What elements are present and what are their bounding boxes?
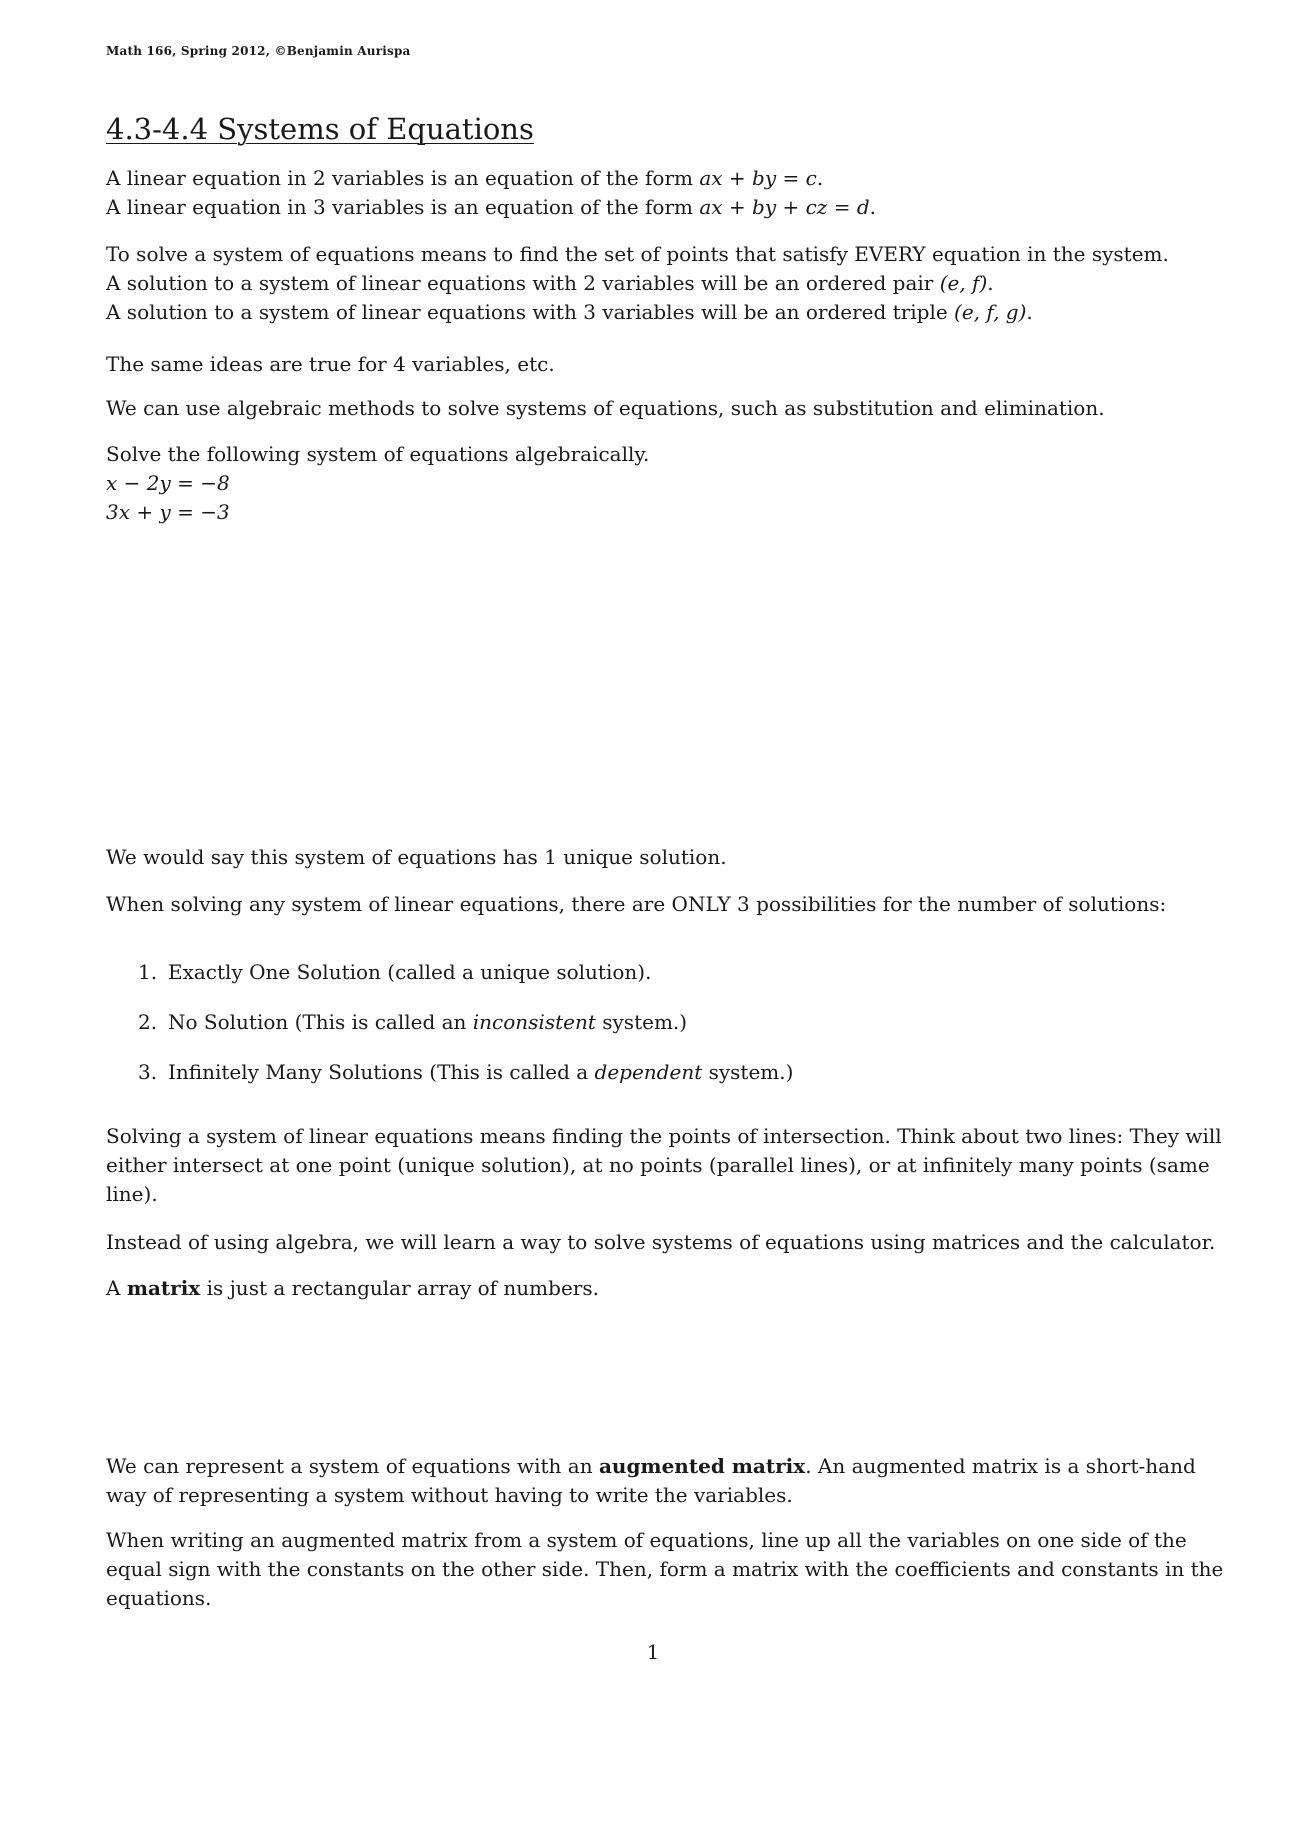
term-augmented-matrix: augmented matrix (598, 1454, 806, 1478)
exercise-prompt: Solve the following system of equations algebraically. (106, 442, 650, 466)
running-head: Math 166, Spring 2012, ©Benjamin Aurispa (106, 44, 411, 58)
solve-def-line-1: To solve a system of equations means to find the set of points that satisfy EVERY equation in the system. (106, 242, 1169, 266)
solve-def-line-3: A solution to a system of linear equations with 3 variables will be an ordered triple (e, f, g). (106, 300, 1033, 324)
term-matrix: matrix (126, 1276, 201, 1300)
solve-def-line-2: A solution to a system of linear equations with 2 variables will be an ordered pair (e, f). (106, 271, 994, 295)
augmented-matrix-paragraph: We can represent a system of equations with an augmented matrix. An augmented matrix is a short-hand way of representing a system without having to write the variables. (106, 1454, 1196, 1507)
term-inconsistent: inconsistent (472, 1010, 596, 1034)
math-expression: ax + by = c (699, 166, 817, 190)
math-expression: (e, f) (939, 271, 988, 295)
list-item: 1. Exactly One Solution (called a unique solution). (138, 960, 652, 984)
math-expression: (e, f, g) (954, 300, 1027, 324)
intersection-paragraph: Solving a system of linear equations means finding the points of intersection. Think about two lines: They will either intersect at one point (unique solution), at no points (parallel lines), or at infinitely many points (same line). (106, 1124, 1222, 1206)
solve-definition-paragraph (106, 240, 1230, 327)
writing-augmented-paragraph: When writing an augmented matrix from a system of equations, line up all the variables on one side of the equal sign with the constants on the other side. Then, form a matrix with the coefficients and constants in the equations. (106, 1528, 1224, 1610)
intro-line-1: A linear equation in 2 variables is an equation of the form ax + by = c. (106, 166, 824, 190)
intro-paragraph (106, 164, 1230, 222)
matrices-intro-paragraph: Instead of using algebra, we will learn a way to solve systems of equations using matrices and the calculator. (106, 1230, 1216, 1254)
list-item: 2. No Solution (This is called an inconsistent system.) (138, 1010, 688, 1034)
equation-1: x − 2y = −8 (106, 471, 230, 495)
section-title: 4.3-4.4 Systems of Equations (106, 112, 534, 146)
list-item: 3. Infinitely Many Solutions (This is called a dependent system.) (138, 1060, 794, 1084)
matrix-definition-paragraph: A matrix is just a rectangular array of numbers. (106, 1276, 599, 1300)
algebraic-methods-paragraph: We can use algebraic methods to solve systems of equations, such as substitution and elimination. (106, 396, 1105, 420)
equation-2: 3x + y = −3 (106, 500, 230, 524)
exercise-block (106, 440, 1230, 527)
possibilities-intro-paragraph: When solving any system of linear equations, there are ONLY 3 possibilities for the number of solutions: (106, 892, 1167, 916)
intro-line-2: A linear equation in 3 variables is an equation of the form ax + by + cz = d. (106, 195, 876, 219)
page-number: 1 (646, 1640, 660, 1664)
term-dependent: dependent (594, 1060, 703, 1084)
unique-solution-paragraph: We would say this system of equations has 1 unique solution. (106, 845, 727, 869)
same-ideas-paragraph: The same ideas are true for 4 variables, etc. (106, 352, 555, 376)
math-expression: ax + by + cz = d (699, 195, 870, 219)
